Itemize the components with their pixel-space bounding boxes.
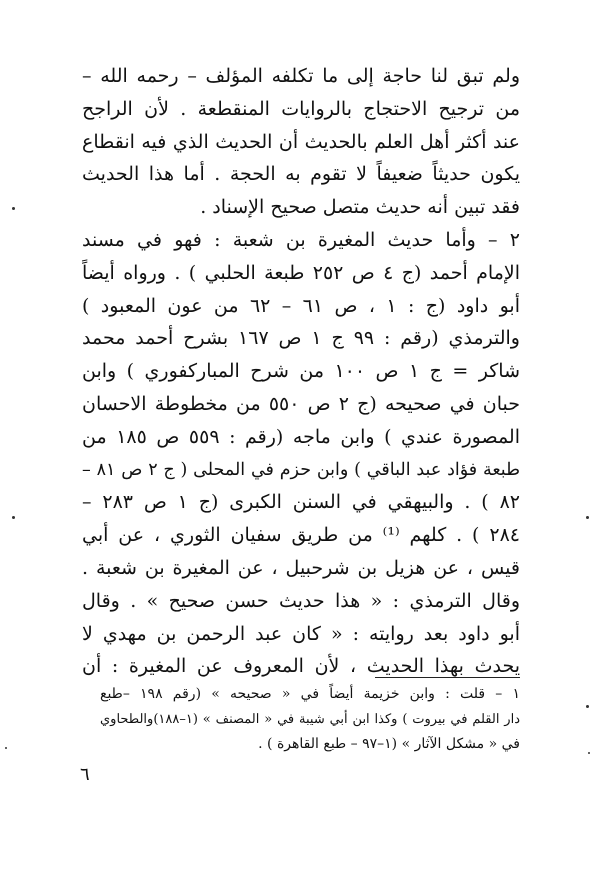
- scan-speck: [588, 752, 590, 754]
- text-line: المصورة عندي ) وابن ماجه (رقم : ٥٥٩ ص ١٨٥ من: [82, 425, 520, 448]
- text-line: من ترجيح الاحتجاج بالروايات المنقطعة . لأن الراجح: [82, 97, 520, 120]
- text-line: عند أكثر أهل العلم بالحديث أن الحديث الذي فيه انقطاع: [82, 130, 520, 153]
- text-line: ٢ – وأما حديث المغيرة بن شعبة : فهو في مسند: [82, 228, 520, 251]
- text-line: يكون حديثاً ضعيفاً لا تقوم به الحجة . أما هذا الحديث: [82, 163, 520, 186]
- scan-speck: [12, 516, 15, 519]
- footnote-divider: [375, 677, 520, 678]
- scan-speck: [586, 516, 589, 519]
- footnotes: [100, 682, 520, 757]
- footnote-line: دار القلم في بيروت ) وكذا ابن أبي شيبة في « المصنف » (١–١٨٨)والطحاوي: [100, 712, 520, 727]
- text-line: قيس ، عن هزيل بن شرحبيل ، عن المغيرة بن شعبة .: [82, 556, 520, 579]
- text-line: والترمذي (رقم : ٩٩ ج ١ ص ١٦٧ بشرح أحمد محمد: [82, 327, 520, 350]
- text-line: وقال الترمذي : « هذا حديث حسن صحيح » . وقال: [82, 589, 520, 612]
- text-line: أبو داود (ج : ١ ، ص ٦١ – ٦٢ من عون المعبود ): [82, 294, 520, 317]
- text-line: الإمام أحمد (ج ٤ ص ٢٥٢ طبعة الحلبي ) . ورواه أيضاً: [82, 261, 520, 284]
- footnote-line: ١ – قلت : وابن خزيمة أيضاً في « صحيحه » (رقم ١٩٨ –طبع: [100, 686, 520, 702]
- text-line: طبعة فؤاد عبد الباقي ) وابن حزم في المحلى ( ج ٢ ص ٨١ –: [82, 459, 520, 480]
- text-line: شاكر = ج ١ ص ١٠٠ من شرح المباركفوري ) وابن: [82, 360, 520, 383]
- scan-speck: [12, 207, 15, 210]
- scan-speck: [5, 747, 7, 749]
- text-line: حبان في صحيحه (ج ٢ ص ٥٥٠ من مخطوطة الاحسان: [82, 392, 520, 415]
- scan-speck: [586, 705, 589, 708]
- text-line: ولم تبق لنا حاجة إلى ما تكلفه المؤلف – رحمه الله –: [82, 65, 520, 87]
- main-text: [82, 60, 520, 683]
- footnote-line: في « مشكل الآثار » (١–٩٧ – طبع القاهرة ) .: [258, 736, 520, 752]
- text-line: أبو داود بعد روايته : « كان عبد الرحمن بن مهدي لا: [82, 622, 520, 645]
- text-line: ٢٨٤ ) . كلهم ⁽¹⁾ من طريق سفيان الثوري ، عن أبي: [82, 524, 520, 547]
- text-line: يحدث بهذا الحديث ، لأن المعروف عن المغيرة : أن: [82, 655, 520, 678]
- page-number: ٦: [80, 764, 90, 785]
- text-line: فقد تبين أنه حديث متصل صحيح الإسناد .: [200, 196, 520, 219]
- text-line: ٨٢ ) . والبيهقي في السنن الكبرى (ج ١ ص ٢٨٣ –: [82, 491, 520, 514]
